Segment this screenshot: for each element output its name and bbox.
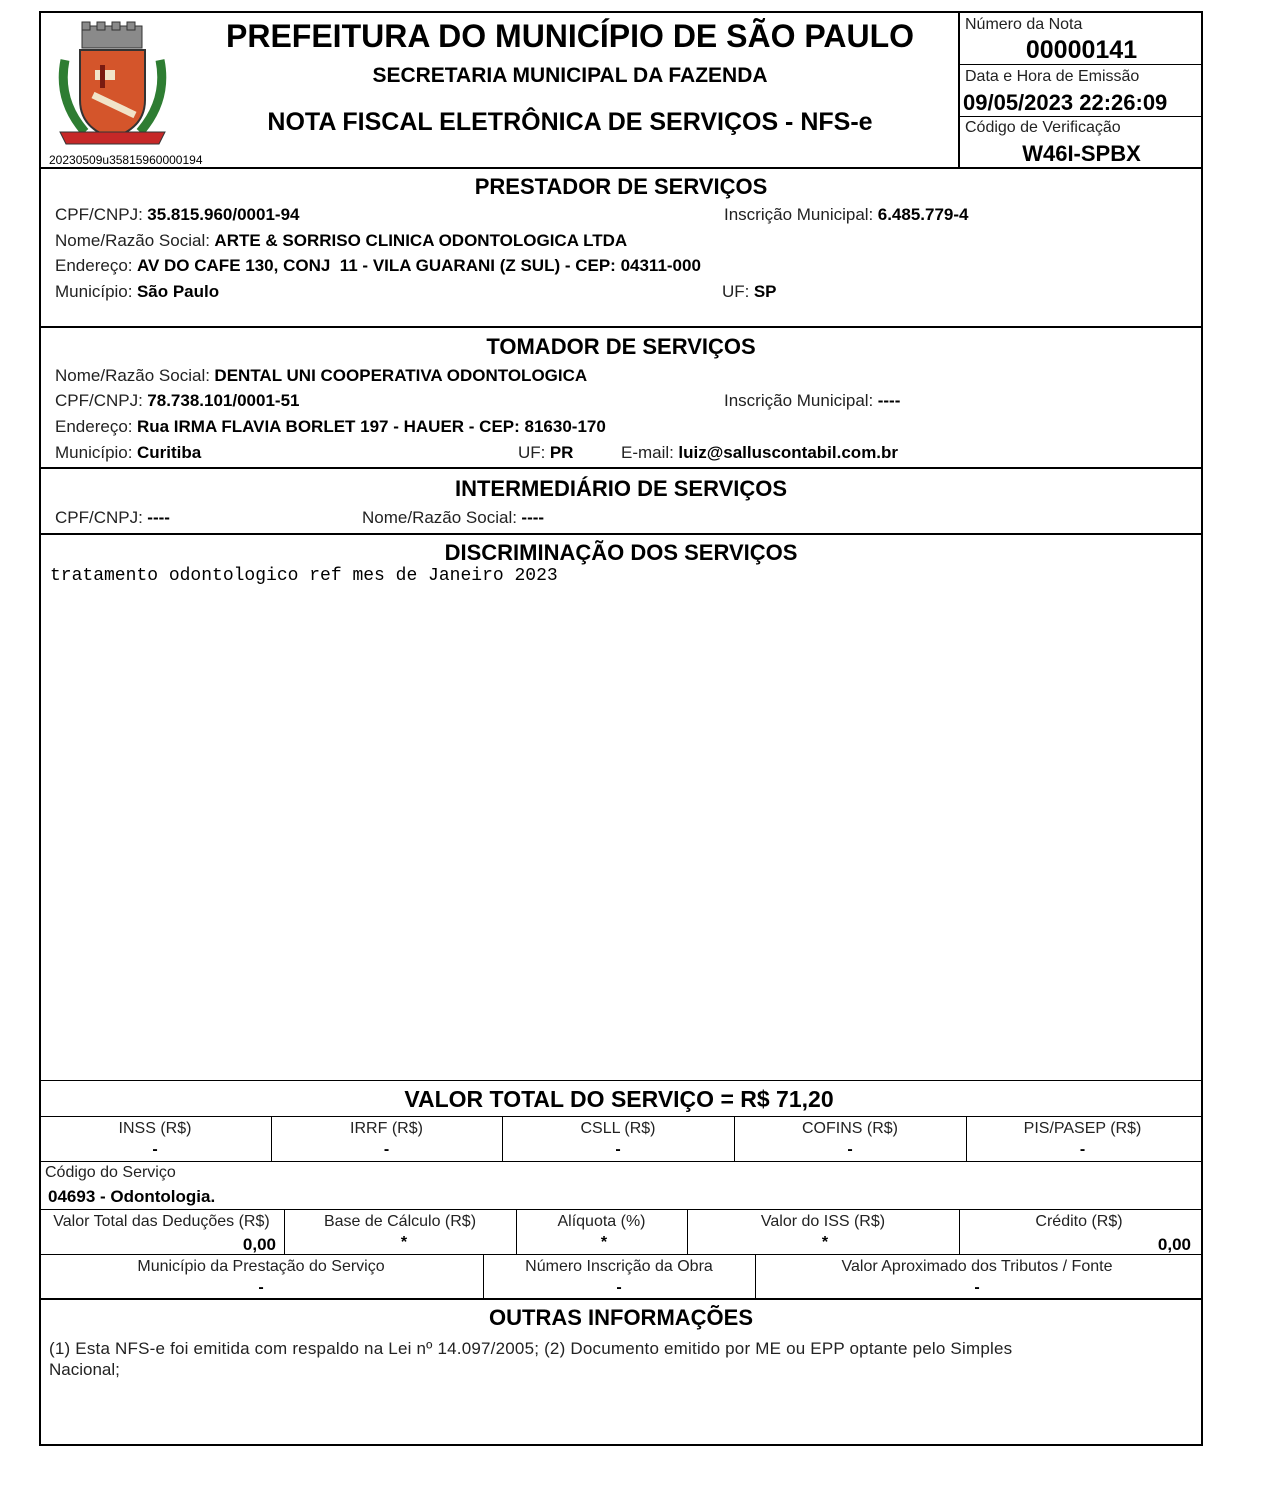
tomador-cpf-value: 78.738.101/0001-51 <box>147 391 300 410</box>
pis-label: PIS/PASEP (R$) <box>1023 1120 1142 1137</box>
prestador-end-value: AV DO CAFE 130, CONJ 11 - VILA GUARANI (Z SUL) - CEP: 04311-000 <box>136 256 701 275</box>
inscricao-obra-value: - <box>616 1279 622 1296</box>
prestador-im-label: Inscrição Municipal: <box>724 205 874 224</box>
discriminacao-text: tratamento odontologico ref mes de Janeiro 2023 <box>50 566 558 586</box>
intermediario-nome-label: Nome/Razão Social: <box>362 508 517 527</box>
prestador-heading: PRESTADOR DE SERVIÇOS <box>474 174 768 199</box>
base-calculo-label: Base de Cálculo (R$) <box>323 1213 477 1230</box>
municipio-prestacao-label: Município da Prestação do Serviço <box>137 1258 385 1275</box>
intermediario-cpf-value: ---- <box>147 508 170 527</box>
tomador-im-label: Inscrição Municipal: <box>724 391 874 410</box>
prestador-nome-value: ARTE & SORRISO CLINICA ODONTOLOGICA LTDA <box>214 231 628 250</box>
csll-value: - <box>615 1141 621 1158</box>
page-subtitle: SECRETARIA MUNICIPAL DA FAZENDA <box>372 64 768 87</box>
doc-title: NOTA FISCAL ELETRÔNICA DE SERVIÇOS - NFS-e <box>267 108 873 136</box>
valor-iss-value: * <box>821 1234 829 1251</box>
outras-line2: Nacional; <box>49 1360 120 1379</box>
tomador-email-label: E-mail: <box>621 443 674 462</box>
tomador-mun-label: Município: <box>55 443 133 462</box>
tributos-aprox-label: Valor Aproximado dos Tributos / Fonte <box>841 1258 1113 1275</box>
aliquota-label: Alíquota (%) <box>557 1213 646 1230</box>
barcode-text: 20230509u35815960000194 <box>49 153 203 167</box>
tomador-nome-label: Nome/Razão Social: <box>55 366 210 385</box>
tomador-uf-value: PR <box>549 443 574 462</box>
aliquota-value: * <box>600 1234 608 1251</box>
tributos-aprox-value: - <box>974 1279 980 1296</box>
cofins-label: COFINS (R$) <box>802 1120 898 1137</box>
emissao-value: 09/05/2023 22:26:09 <box>963 90 1168 115</box>
tomador-end-label: Endereço: <box>55 417 133 436</box>
tomador-heading: TOMADOR DE SERVIÇOS <box>486 334 756 359</box>
tomador-cpf-label: CPF/CNPJ: <box>55 391 143 410</box>
page-title: PREFEITURA DO MUNICÍPIO DE SÃO PAULO <box>225 18 915 54</box>
codigo-value: W46I-SPBX <box>1022 141 1141 166</box>
valor-iss-label: Valor do ISS (R$) <box>760 1213 886 1230</box>
prestador-cpf-label: CPF/CNPJ: <box>55 205 143 224</box>
tomador-im-value: ---- <box>877 391 901 410</box>
tomador-end-value: Rua IRMA FLAVIA BORLET 197 - HAUER - CEP: 81630-170 <box>136 417 606 436</box>
prestador-end-label: Endereço: <box>55 256 133 275</box>
codigo-label: Código de Verificação <box>965 119 1121 136</box>
inss-value: - <box>152 1141 158 1158</box>
brasao-sao-paulo-icon <box>55 20 170 150</box>
inss-label: INSS (R$) <box>118 1120 192 1137</box>
emissao-label: Data e Hora de Emissão <box>965 68 1140 85</box>
intermediario-heading: INTERMEDIÁRIO DE SERVIÇOS <box>454 476 788 501</box>
irrf-label: IRRF (R$) <box>350 1120 423 1137</box>
prestador-cpf-value: 35.815.960/0001-94 <box>147 205 300 224</box>
prestador-nome-label: Nome/Razão Social: <box>55 231 210 250</box>
tomador-email-value: luiz@salluscontabil.com.br <box>678 443 899 462</box>
credito-value: 0,00 <box>1157 1235 1191 1254</box>
prestador-uf-value: SP <box>753 282 777 301</box>
prestador-uf-label: UF: <box>722 282 750 301</box>
deducoes-label: Valor Total das Deduções (R$) <box>53 1213 270 1230</box>
prestador-mun-value: São Paulo <box>136 282 220 301</box>
servico-label: Código do Serviço <box>45 1164 176 1181</box>
outras-line1: (1) Esta NFS-e foi emitida com respaldo na Lei nº 14.097/2005; (2) Documento emitido por ME ou EPP optante pelo Simples <box>49 1339 1013 1358</box>
prestador-im-value: 6.485.779-4 <box>877 205 969 224</box>
valor-total: VALOR TOTAL DO SERVIÇO = R$ 71,20 <box>404 1086 834 1112</box>
cofins-value: - <box>847 1141 853 1158</box>
outras-heading: OUTRAS INFORMAÇÕES <box>489 1305 753 1330</box>
numero-label: Número da Nota <box>965 16 1083 33</box>
credito-label: Crédito (R$) <box>1035 1213 1123 1230</box>
inscricao-obra-label: Número Inscrição da Obra <box>525 1258 713 1275</box>
deducoes-value: 0,00 <box>242 1235 276 1254</box>
intermediario-cpf-label: CPF/CNPJ: <box>55 508 143 527</box>
tomador-nome-value: DENTAL UNI COOPERATIVA ODONTOLOGICA <box>214 366 588 385</box>
csll-label: CSLL (R$) <box>580 1120 656 1137</box>
municipio-prestacao-value: - <box>258 1279 264 1296</box>
servico-value: 04693 - Odontologia. <box>48 1187 216 1206</box>
discriminacao-heading: DISCRIMINAÇÃO DOS SERVIÇOS <box>444 540 798 565</box>
tomador-uf-label: UF: <box>518 443 546 462</box>
prestador-mun-label: Município: <box>55 282 133 301</box>
pis-value: - <box>1079 1141 1086 1158</box>
tomador-mun-value: Curitiba <box>136 443 202 462</box>
irrf-value: - <box>383 1141 390 1158</box>
base-calculo-value: * <box>400 1234 408 1251</box>
numero-value: 00000141 <box>1025 36 1138 64</box>
intermediario-nome-value: ---- <box>521 508 545 527</box>
